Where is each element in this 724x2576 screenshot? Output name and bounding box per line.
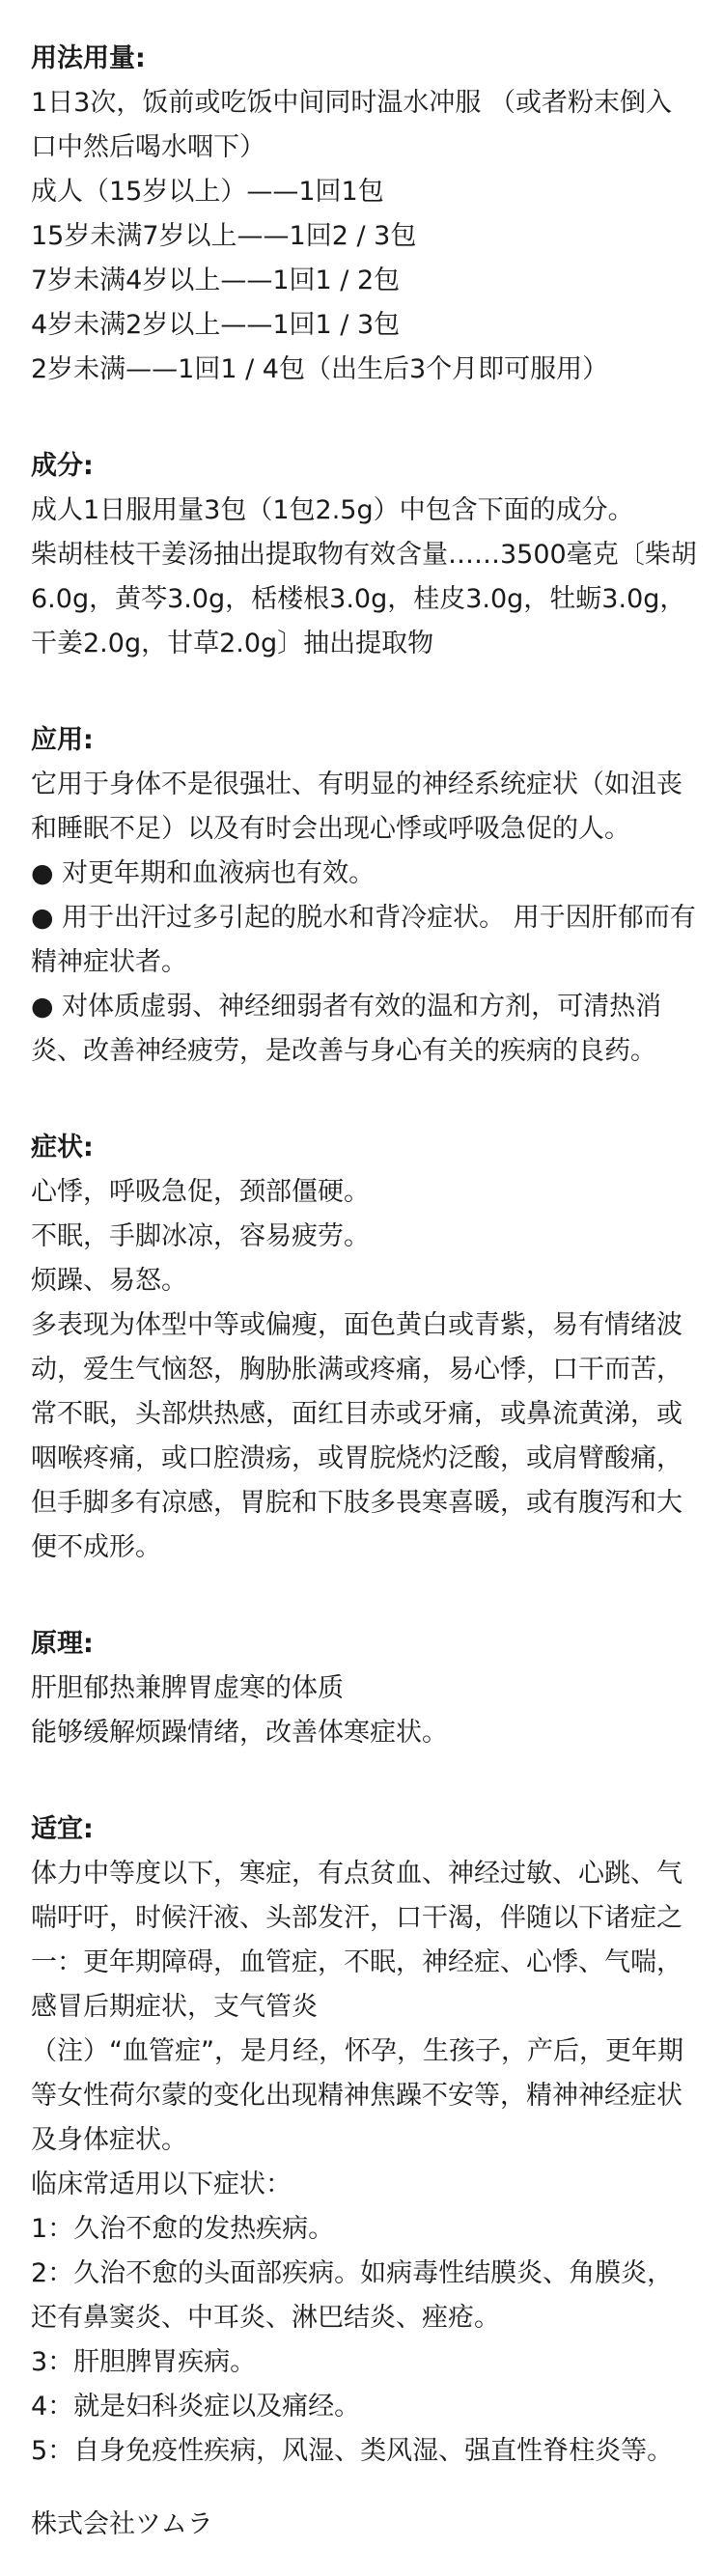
symptoms-section — [31, 1126, 697, 1570]
ingredients-section — [31, 444, 697, 666]
symptoms-line: 多表现为体型中等或偏瘦，面色黄白或青紫，易有情绪波动，爱生气恼怒，胸胁胀满或疼痛，易心悸，口干而苦，常不眠，头部烘热感，面红目赤或牙痛，或鼻流黄涕，或咽喉疼痛，或口腔溃疡，或胃脘烧灼泛酸，或肩臂酸痛，但手脚多有凉感，胃脘和下肢多畏寒喜暖，或有腹泻和大便不成形。 — [31, 1310, 682, 1562]
suitable-line: 3：肝胆脾胃疾病。 — [31, 2347, 257, 2377]
dosage-line: 1日3次，饭前或吃饭中间同时温水冲服 （或者粉末倒入口中然后喝水咽下） — [31, 88, 672, 162]
ingredients-line: 柴胡桂枝干姜汤抽出提取物有效含量……3500毫克〔柴胡6.0g，黄芩3.0g，栝楼根3.0g，桂皮3.0g，牡蛎3.0g，干姜2.0g，甘草2.0g〕抽出提取物 — [31, 540, 697, 658]
dosage-line: 4岁未满2岁以上——1回1 / 3包 — [31, 310, 401, 340]
principle-line: 能够缓解烦躁情绪，改善体寒症状。 — [31, 1718, 448, 1748]
symptoms-line: 不眠，手脚冰凉，容易疲劳。 — [31, 1221, 370, 1251]
symptoms-line: 心悸，呼吸急促，颈部僵硬。 — [31, 1177, 370, 1207]
dosage-section — [31, 37, 697, 392]
application-section — [31, 718, 697, 1074]
application-line: ● 对体质虚弱、神经细弱者有效的温和方剂，可清热消炎、改善神经疲劳，是改善与身心有关的疾病的良药。 — [31, 992, 662, 1066]
suitable-line: 2：久治不愈的头面部疾病。如病毒性结膜炎、角膜炎，还有鼻窦炎、中耳炎、淋巴结炎、痤疮。 — [31, 2258, 674, 2333]
suitable-line: 1：久治不愈的发热疾病。 — [31, 2214, 335, 2244]
dosage-line: 7岁未满4岁以上——1回1 / 2包 — [31, 266, 401, 295]
suitable-line: 5：自身免疫性疾病，风湿、类风湿、强直性脊柱炎等。 — [31, 2436, 674, 2466]
application-heading: 应用: — [31, 725, 94, 755]
application-line: 它用于身体不是很强壮、有明显的神经系统症状（如沮丧和睡眠不足）以及有时会出现心悸或呼吸急促的人。 — [31, 770, 682, 844]
dosage-line: 15岁未满7岁以上——1回2 / 3包 — [31, 221, 417, 251]
principle-section — [31, 1622, 697, 1755]
suitable-section — [31, 1807, 697, 2474]
suitable-heading: 适宜: — [31, 1814, 94, 1844]
suitable-line: （注）“血管症”，是月经，怀孕，生孩子，产后，更年期等女性荷尔蒙的变化出现精神焦躁不安等，精神神经症状及身体症状。 — [31, 2036, 683, 2155]
dosage-heading: 用法用量: — [31, 43, 146, 73]
ingredients-heading: 成分: — [31, 451, 94, 481]
suitable-line: 4：就是妇科炎症以及痛经。 — [31, 2392, 361, 2422]
dosage-line: 2岁未满——1回1 / 4包（出生后3个月即可服用） — [31, 354, 609, 384]
symptoms-line: 烦躁、易怒。 — [31, 1266, 187, 1296]
suitable-line: 体力中等度以下，寒症，有点贫血、神经过敏、心跳、气喘吁吁，时候汗液、头部发汗，口干渴，伴随以下诸症之一：更年期障碍，血管症，不眠，神经症、心悸、气喘，感冒后期症状，支气管炎 — [31, 1859, 682, 2022]
application-line: ● 用于出汗过多引起的脱水和背冷症状。 用于因肝郁而有精神症状者。 — [31, 903, 696, 977]
dosage-line: 成人（15岁以上）——1回1包 — [31, 177, 384, 207]
company-name: 株式会社ツムラ — [31, 2509, 213, 2539]
application-line: ● 对更年期和血液病也有效。 — [31, 858, 376, 888]
principle-heading: 原理: — [31, 1629, 94, 1659]
ingredients-line: 成人1日服用量3包（1包2.5g）中包含下面的成分。 — [31, 495, 634, 525]
suitable-line: 临床常适用以下症状： — [31, 2170, 292, 2199]
symptoms-heading: 症状: — [31, 1133, 94, 1162]
principle-line: 肝胆郁热兼脾胃虚寒的体质 — [31, 1673, 344, 1703]
